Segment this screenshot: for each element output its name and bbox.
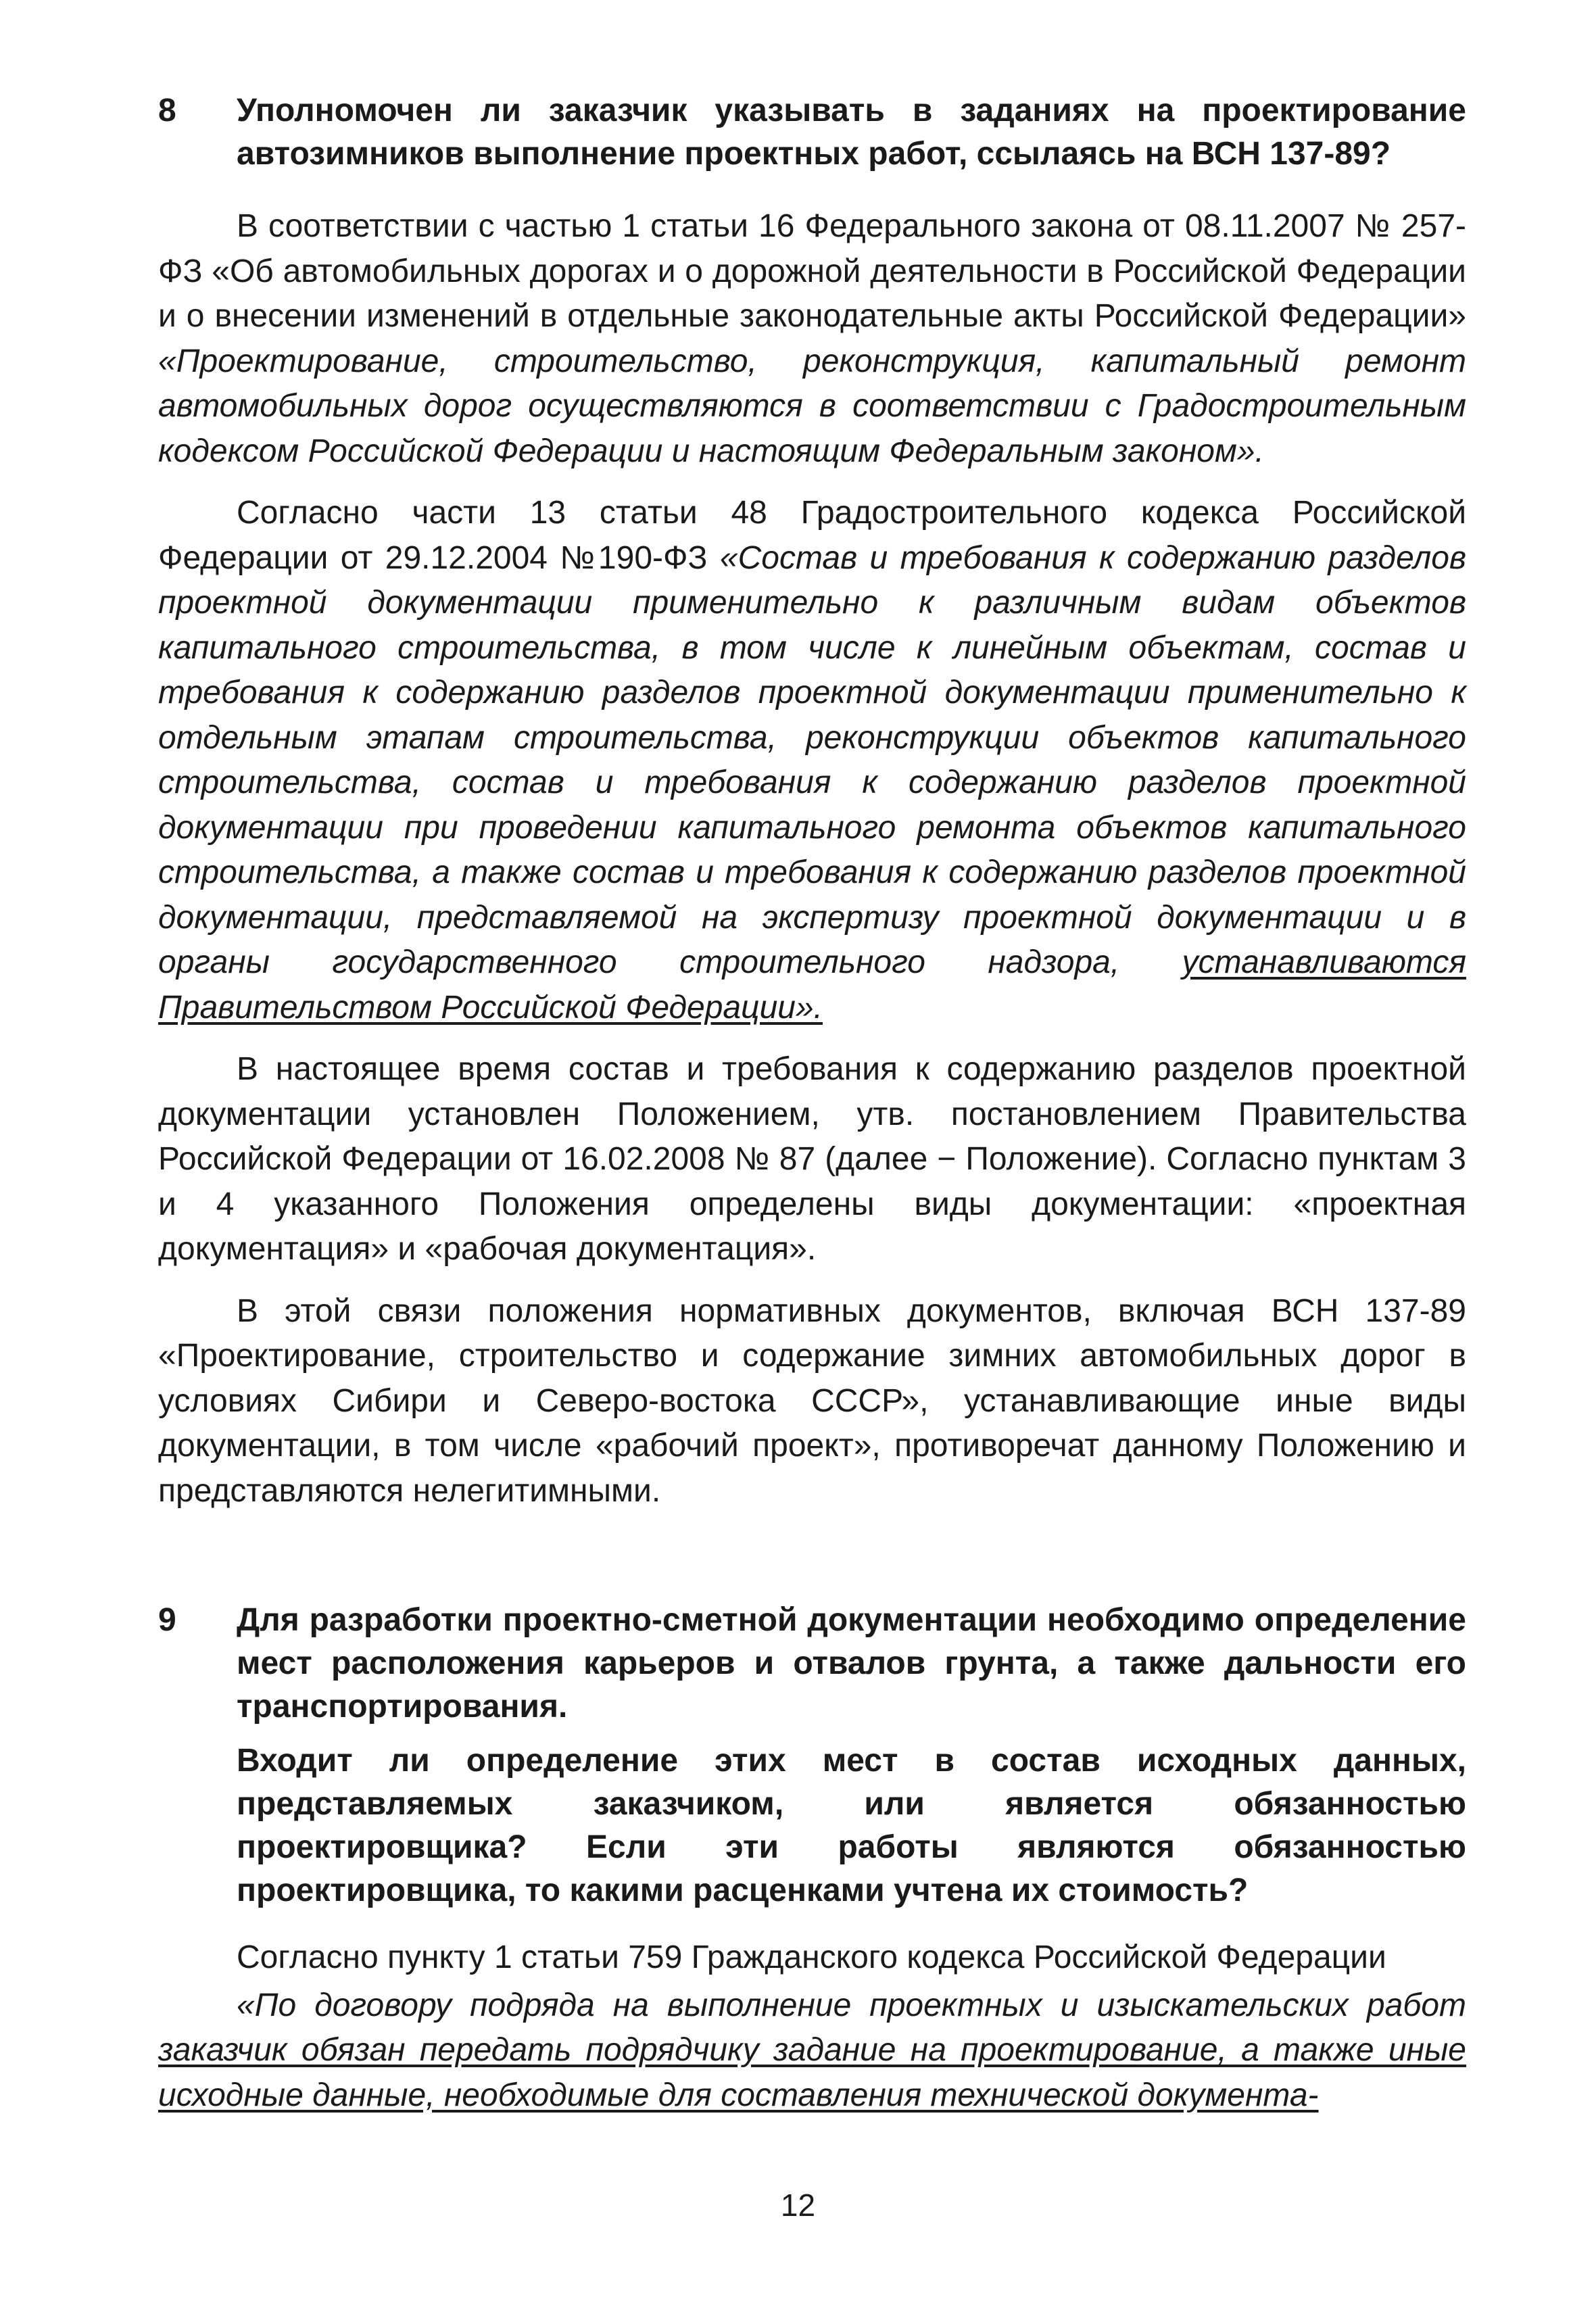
legal-quote: «Состав и требования к содержанию разделов проектной документации применительно к различным видам объектов капитального строительства, в том числе к линейным объектам, состав и требования к содержанию разделов проектной документации применительно к отдельным этапам строительства, реконструкции объектов капитального строительства, состав и требования к содержанию разделов проектной документации при проведении капитального ремонта объектов капитального строительства, а также состав и требования к содержанию разделов проектной документации, представляемой на экспертизу проектной документации и в органы государственного строительного надзора, [158,539,1467,980]
legal-quote-underlined: заказчик обязан передать подрядчику задание на проектирование, а также иные исходные данные, необходимые для составления технической документа- [158,2032,1466,2113]
item-question-continued: Входит ли определение этих мест в состав исходных данных, представляемых заказчиком, или является обязанностью проектировщика? Если эти работы являются обязанностью проектировщика, то какими расценками учтена их стоимость? [237,1743,1466,1908]
answer-paragraph: Согласно пункту 1 статьи 759 Гражданского кодекса Российской Федерации [237,1939,1386,1975]
answer-paragraph [158,1983,1466,2119]
item-question: Для разработки проектно-сметной документации необходимо определение мест расположения карьеров и отвалов грунта, а также дальности его транспортирования. [237,1602,1466,1724]
item-question: Уполномочен ли заказчик указывать в заданиях на проектирование автозимников выполнение проектных работ, ссылаясь на ВСН 137-89? [237,93,1466,172]
paragraph-text: В соответствии с частью 1 статьи 16 Федерального закона от 08.11.2007 № 257-ФЗ «Об автомобильных дорогах и о дорожной деятельности в Российской Федерации и о внесении изменений в отдельные законодательные акты Российской Федерации» [158,208,1466,334]
paragraph-text: Согласно части 13 статьи 48 Градостроительного кодекса Российской Федерации от 29.12.2004 №190-ФЗ [158,495,1466,576]
answer-paragraph [158,204,1466,474]
faq-item-8 [158,89,1466,1514]
answer-paragraph [158,491,1466,1030]
legal-quote-underlined: устанавливаются Правительством Российской Федерации». [158,944,1466,1026]
legal-quote: «По договору подряда на выполнение проектных и изыскательских работ [237,1987,1466,2023]
item-number: 8 [158,93,176,128]
faq-item-9 [158,1599,1466,2118]
page-number: 12 [780,2188,816,2223]
legal-quote: «Проектирование, строительство, реконструкция, капитальный ремонт автомобильных дорог осуществляются в соответствии с Градостроительным кодексом Российской Федерации и настоящим Федеральным законом». [158,343,1466,469]
item-number: 9 [158,1602,176,1638]
answer-paragraph: В настоящее время состав и требования к содержанию разделов проектной документации установлен Положением, утв. постановлением Правительства Российской Федерации от 16.02.2008 № 87 (далее − Положение). Согласно пунктам 3 и 4 указанного Положения определены виды документации: «проектная документация» и «рабочая документация». [158,1051,1466,1267]
answer-paragraph: В этой связи положения нормативных документов, включая ВСН 137-89 «Проектирование, строительство и содержание зимних автомобильных дорог в условиях Сибири и Северо-востока СССР», устанавливающие иные виды документации, в том числе «рабочий проект», противоречат данному Положению и представляются нелегитимными. [158,1293,1466,1509]
